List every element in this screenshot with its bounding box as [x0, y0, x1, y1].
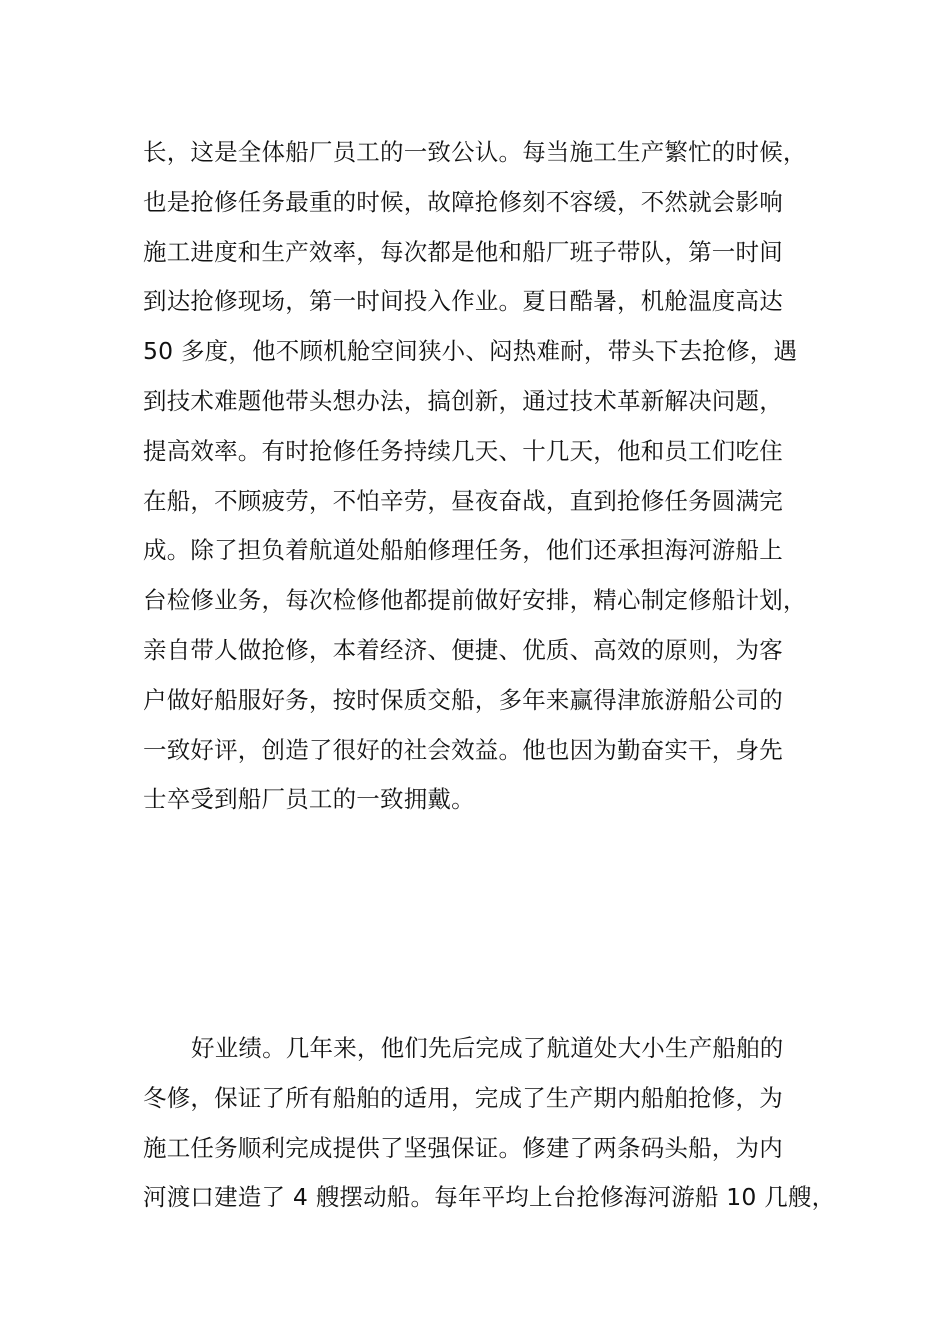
text-line: 台检修业务，每次检修他都提前做好安排，精心制定修船计划，	[143, 586, 807, 615]
text-line: 到技术难题他带头想办法，搞创新，通过技术革新解决问题，	[143, 386, 783, 415]
text-line-indented: 好业绩。几年来，他们先后完成了航道处大小生产船舶的	[191, 1034, 784, 1062]
text-line: 在船，不顾疲劳，不怕辛劳，昼夜奋战，直到抢修任务圆满完	[143, 486, 783, 515]
text-line: 施工任务顺利完成提供了坚强保证。修建了两条码头船，为内	[143, 1133, 783, 1162]
text-line: 一致好评，创造了很好的社会效益。他也因为勤奋实干，身先	[143, 735, 783, 764]
text-line: 户做好船服好务，按时保质交船，多年来赢得津旅游船公司的	[143, 685, 783, 714]
text-line: 施工进度和生产效率，每次都是他和船厂班子带队，第一时间	[143, 237, 783, 266]
text-line: 成。除了担负着航道处船舶修理任务，他们还承担海河游船上	[143, 536, 783, 565]
text-line: 50 多度，他不顾机舱空间狭小、闷热难耐，带头下去抢修，遇	[143, 337, 798, 366]
text-line: 长，这是全体船厂员工的一致公认。每当施工生产繁忙的时候，	[143, 138, 807, 166]
text-line: 也是抢修任务最重的时候，故障抢修刻不容缓，不然就会影响	[143, 187, 783, 216]
body-paragraph-1	[143, 132, 823, 829]
text-line: 河渡口建造了 4 艘摆动船。每年平均上台抢修海河游船 10 几艘，	[143, 1183, 836, 1212]
text-line: 冬修，保证了所有船舶的适用，完成了生产期内船舶抢修，为	[143, 1083, 783, 1112]
text-line: 到达抢修现场，第一时间投入作业。夏日酷暑，机舱温度高达	[143, 287, 783, 316]
text-line: 亲自带人做抢修，本着经济、便捷、优质、高效的原则，为客	[143, 635, 783, 664]
text-line: 提高效率。有时抢修任务持续几天、十几天，他和员工们吃住	[143, 436, 783, 465]
text-line: 士卒受到船厂员工的一致拥戴。	[143, 785, 475, 814]
body-paragraph-2	[143, 1028, 836, 1227]
